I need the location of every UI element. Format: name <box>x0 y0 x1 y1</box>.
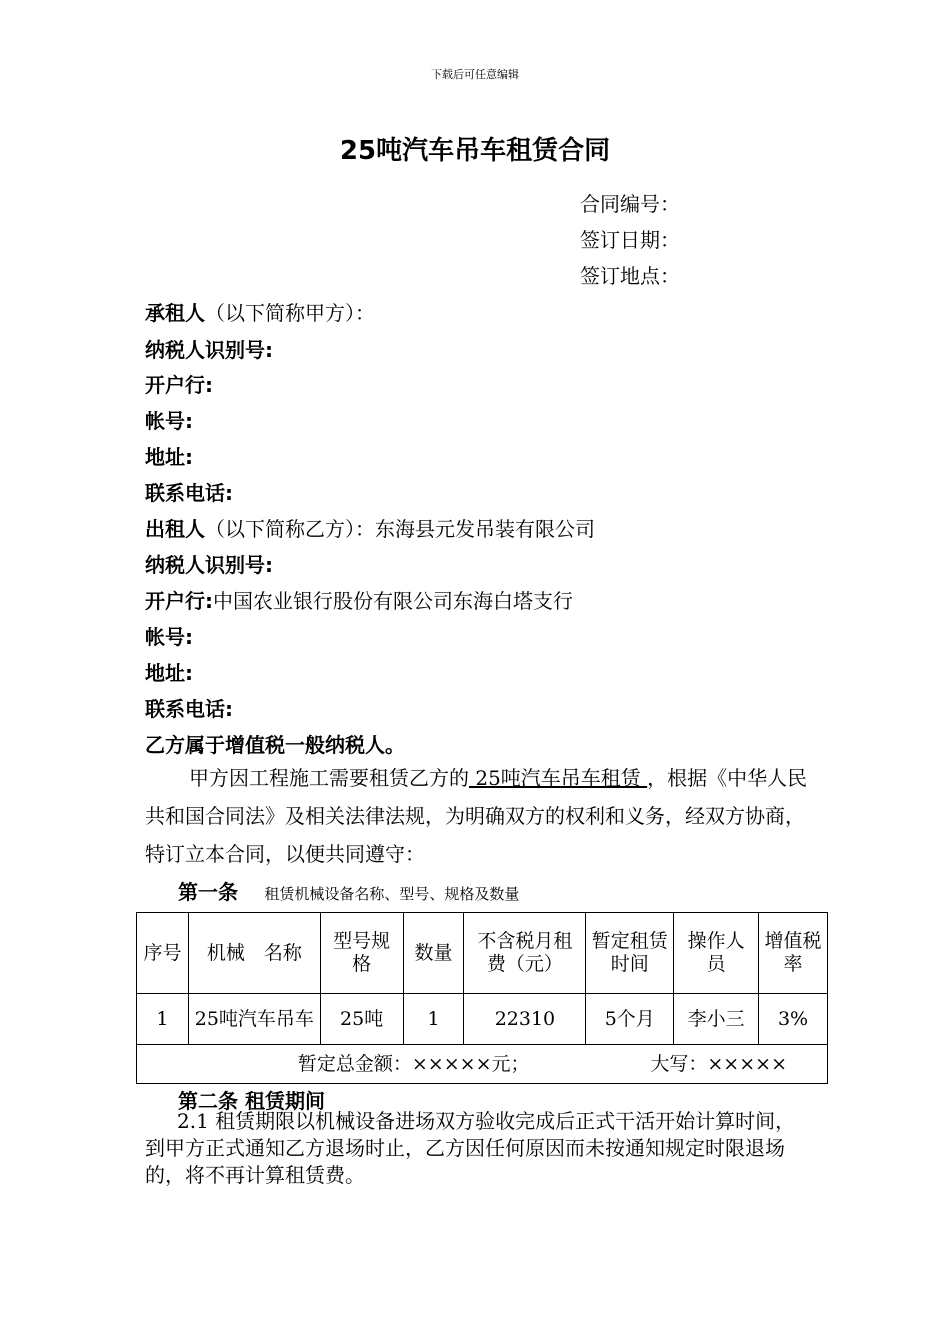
table-cell: 1 <box>137 994 189 1045</box>
party-a-bank: 开户行: <box>145 373 213 397</box>
sign-date: 签订日期： <box>580 228 680 252</box>
vat-note: 乙方属于增值税一般纳税人。 <box>145 733 405 757</box>
header-cell: 不含税月租费（元） <box>464 913 586 994</box>
header-cell: 型号规格 <box>320 913 403 994</box>
header-cell: 机械 名称 <box>188 913 320 994</box>
header-cell: 数量 <box>403 913 464 994</box>
party-a-account: 帐号: <box>145 409 193 433</box>
table-cell: 25吨 <box>320 994 403 1045</box>
header-note: 下载后可任意编辑 <box>431 68 519 81</box>
lessor-line <box>145 513 595 542</box>
equipment-table <box>136 912 828 1084</box>
total-amount: 暂定总金额：×××××元； <box>297 1052 530 1075</box>
party-b-phone: 联系电话: <box>145 697 233 721</box>
total-amount-capital: 大写：××××× <box>650 1052 787 1075</box>
lessee-label: 承租人 <box>145 301 205 325</box>
party-b-tax-id: 纳税人识别号: <box>145 553 273 577</box>
article-1-label: 第一条 <box>178 880 238 904</box>
lessee-line <box>145 297 375 326</box>
table-cell: 25吨汽车吊车 <box>188 994 320 1045</box>
intro-part2: ，根据《中华人民共和国合同法》及相关法律法规，为明确双方的权利和义务，经双方协商，特订立本合同，以便共同遵守： <box>145 766 808 866</box>
party-b-bank-label: 开户行: <box>145 589 213 613</box>
header-cell: 暂定租赁时间 <box>586 913 674 994</box>
table-cell: 李小三 <box>674 994 759 1045</box>
table-row <box>137 994 828 1045</box>
total-cell <box>137 1045 828 1084</box>
party-b-account: 帐号: <box>145 625 193 649</box>
article-1-heading <box>178 876 519 905</box>
article-2-text: 2.1 租赁期限以机械设备进场双方验收完成后正式干活开始计算时间，到甲方正式通知乙方退场时止，乙方因任何原因而未按通知规定时限退场的，将不再计算租赁费。 <box>145 1109 796 1187</box>
party-b-address: 地址: <box>145 661 193 685</box>
table-cell: 3% <box>759 994 828 1045</box>
table-cell: 1 <box>403 994 464 1045</box>
intro-subject: 25吨汽车吊车租赁 <box>469 766 648 790</box>
contract-number: 合同编号： <box>580 192 680 216</box>
article-2-paragraph <box>145 1108 810 1189</box>
party-b-bank-value: 中国农业银行股份有限公司东海白塔支行 <box>213 589 573 613</box>
lessor-label: 出租人 <box>145 517 205 541</box>
party-a-tax-id: 纳税人识别号: <box>145 338 273 362</box>
party-a-phone: 联系电话: <box>145 481 233 505</box>
article-2-heading: 第二条 租赁期间 <box>178 1089 325 1113</box>
article-1-text: 租赁机械设备名称、型号、规格及数量 <box>264 885 520 903</box>
header-cell: 操作人员 <box>674 913 759 994</box>
intro-paragraph <box>145 759 810 873</box>
party-b-bank-line <box>145 585 573 614</box>
sign-place: 签订地点： <box>580 264 680 288</box>
header-cell: 序号 <box>137 913 189 994</box>
lessor-suffix: （以下简称乙方）：东海县元发吊装有限公司 <box>205 517 595 541</box>
lessee-suffix: （以下简称甲方）： <box>205 301 375 325</box>
intro-part1: 甲方因工程施工需要租赁乙方的 <box>189 766 469 790</box>
document-title: 25吨汽车吊车租赁合同 <box>339 136 611 166</box>
table-cell: 22310 <box>464 994 586 1045</box>
table-header-row <box>137 913 828 994</box>
header-cell: 增值税率 <box>759 913 828 994</box>
table-cell: 5个月 <box>586 994 674 1045</box>
party-a-address: 地址: <box>145 445 193 469</box>
table-total-row <box>137 1045 828 1084</box>
